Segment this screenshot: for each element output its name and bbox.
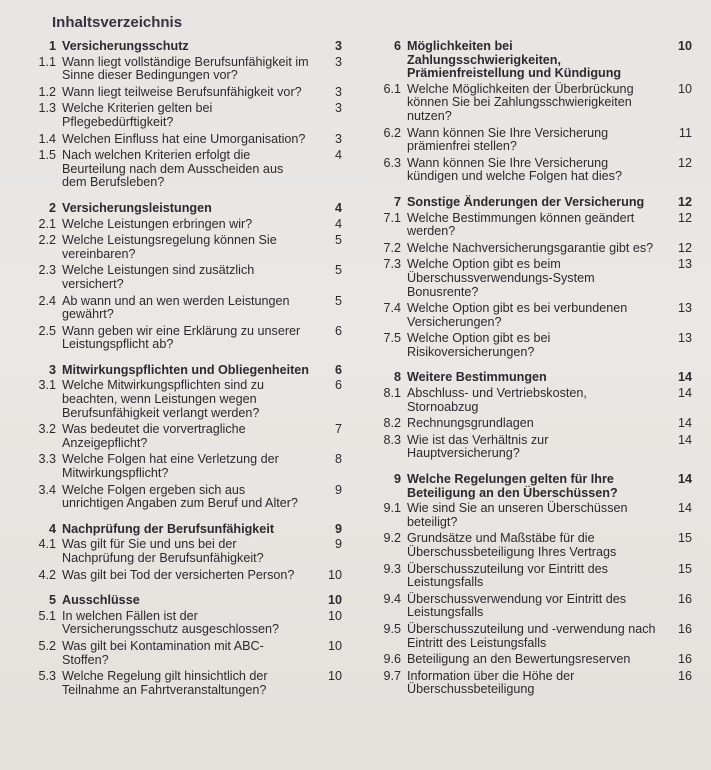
entry-page: 16: [677, 621, 692, 636]
toc-entry: [365, 563, 700, 590]
toc-section: [365, 371, 700, 461]
section-number: 1: [48, 39, 56, 53]
toc-entry: [20, 234, 350, 261]
entry-page: 10: [327, 669, 342, 684]
toc-entry: [365, 670, 700, 697]
toc-section: [20, 594, 350, 697]
toc-entry: [20, 86, 350, 100]
entry-page: 13: [677, 301, 692, 316]
entry-number: 1.4: [38, 131, 56, 146]
section-title: Versicherungsschutz: [62, 39, 189, 53]
toc-section: [20, 202, 350, 352]
toc-section: [20, 523, 350, 582]
entry-number: 8.3: [383, 432, 401, 447]
entry-number: 7.1: [383, 210, 401, 225]
section-heading: [20, 594, 350, 608]
section-heading: [20, 202, 350, 216]
entry-text: Welche Regelung gilt hinsichtlich der Teilnahme an Fahrtveranstaltungen?: [62, 669, 268, 697]
section-page: 12: [677, 194, 692, 209]
toc-entry: [20, 670, 350, 697]
entry-text: Wie ist das Verhältnis zur Hauptversicherung?: [407, 432, 549, 461]
entry-text: Welchen Einfluss hat eine Umorganisation?: [62, 131, 306, 146]
toc-entry: [20, 538, 350, 565]
entry-number: 2.5: [38, 323, 56, 338]
toc-entry: [20, 610, 350, 637]
entry-page: 13: [677, 331, 692, 346]
entry-number: 2.1: [38, 216, 56, 231]
toc-entry: [20, 569, 350, 583]
entry-text: Welche Folgen ergeben sich aus unrichtigen Angaben zum Beruf und Alter?: [62, 482, 298, 511]
toc-entry: [20, 295, 350, 322]
entry-number: 7.3: [383, 257, 401, 272]
toc-entry: [20, 56, 350, 83]
entry-text: Welche Nachversicherungsgarantie gibt es?: [407, 240, 654, 255]
entry-text: Welche Option gibt es beim Überschussverwendungs-System Bonusrente?: [407, 257, 595, 299]
entry-page: 3: [334, 131, 342, 146]
toc-entry: [20, 133, 350, 147]
toc-entry: [365, 83, 700, 124]
toc-entry: [365, 532, 700, 559]
entry-page: 8: [334, 452, 342, 467]
entry-number: 1.2: [38, 84, 56, 99]
entry-number: 9.4: [383, 591, 401, 606]
entry-text: Welche Kriterien gelten bei Pflegebedürftigkeit?: [62, 101, 213, 129]
entry-text: Welche Option gibt es bei Risikoversicherungen?: [407, 331, 551, 359]
toc-entry: [20, 149, 350, 190]
toc-entry: [20, 379, 350, 420]
entry-page: 10: [327, 608, 342, 623]
entry-number: 8.2: [383, 416, 401, 431]
entry-page: 4: [334, 216, 342, 231]
section-page: 6: [334, 362, 342, 377]
section-number: 4: [48, 521, 56, 536]
entry-page: 16: [677, 668, 692, 683]
entry-text: Wann liegt teilweise Berufsunfähigkeit vor?: [62, 84, 302, 99]
entry-text: Information über die Höhe der Überschussbeteiligung: [407, 668, 575, 697]
toc-entry: [20, 264, 350, 291]
entry-number: 1.5: [38, 148, 56, 163]
entry-text: Beteiligung an den Bewertungsreserven: [407, 652, 631, 667]
entry-number: 6.2: [383, 125, 401, 140]
toc-section: [365, 196, 700, 360]
section-page: 10: [677, 39, 692, 53]
entry-number: 7.5: [383, 331, 401, 346]
entry-number: 7.2: [383, 240, 401, 255]
entry-text: Überschusszuteilung vor Eintritt des Leistungsfalls: [407, 561, 608, 590]
entry-text: Welche Mitwirkungspflichten sind zu beachten, wenn Leistungen wegen Berufsunfähigkeit verlangt werden?: [62, 378, 265, 420]
entry-number: 3.3: [38, 452, 56, 467]
entry-text: Wann liegt vollständige Berufsunfähigkeit im Sinne dieser Bedingungen vor?: [62, 54, 309, 83]
section-number: 3: [48, 362, 56, 377]
section-page: 3: [334, 39, 342, 53]
entry-text: Grundsätze und Maßstäbe für die Überschussbeteiligung Ihres Vertrags: [407, 531, 617, 559]
toc-entry: [365, 434, 700, 461]
section-number: 8: [393, 370, 401, 385]
entry-page: 14: [677, 386, 692, 401]
entry-text: Was gilt bei Kontamination mit ABC-Stoffen?: [62, 638, 264, 667]
toc-entry: [365, 502, 700, 529]
entry-page: 12: [677, 240, 692, 255]
toc-entry: [20, 102, 350, 129]
entry-number: 3.1: [38, 378, 56, 393]
section-heading: [365, 473, 700, 500]
entry-number: 9.3: [383, 561, 401, 576]
entry-number: 9.2: [383, 531, 401, 546]
entry-text: Was gilt für Sie und uns bei der Nachprüfung der Berufsunfähigkeit?: [62, 537, 264, 565]
entry-page: 5: [334, 233, 342, 248]
entry-page: 7: [334, 422, 342, 437]
entry-page: 15: [677, 561, 692, 576]
section-page: 10: [327, 593, 342, 608]
toc-section: [20, 40, 350, 190]
section-number: 7: [393, 194, 401, 209]
toc-entry: [365, 242, 700, 256]
toc-entry: [365, 332, 700, 359]
entry-page: 5: [334, 293, 342, 308]
section-page: 9: [334, 521, 342, 536]
entry-number: 9.6: [383, 652, 401, 667]
entry-number: 9.1: [383, 501, 401, 516]
entry-number: 3.4: [38, 482, 56, 497]
toc-entry: [20, 218, 350, 232]
toc-entry: [20, 423, 350, 450]
entry-text: Wann geben wir eine Erklärung zu unserer Leistungspflicht ab?: [62, 323, 301, 352]
toc-entry: [365, 387, 700, 414]
section-heading: [20, 364, 350, 378]
entry-page: 6: [334, 323, 342, 338]
toc-entry: [365, 593, 700, 620]
toc-entry: [365, 157, 700, 184]
entry-page: 12: [677, 210, 692, 225]
section-heading: [20, 40, 350, 54]
entry-number: 6.3: [383, 155, 401, 170]
entry-number: 4.2: [38, 567, 56, 582]
section-number: 6: [393, 39, 401, 53]
toc-entry: [365, 623, 700, 650]
section-heading: [365, 371, 700, 385]
entry-text: Was gilt bei Tod der versicherten Person?: [62, 567, 295, 582]
section-title: Weitere Bestimmungen: [407, 370, 547, 385]
entry-page: 14: [677, 432, 692, 447]
section-heading: [365, 40, 700, 81]
entry-page: 3: [334, 101, 342, 116]
toc-right-column: [365, 40, 700, 709]
entry-number: 5.3: [38, 669, 56, 684]
entry-page: 10: [327, 567, 342, 582]
entry-text: Welche Folgen hat eine Verletzung der Mitwirkungspflicht?: [62, 452, 279, 481]
entry-page: 15: [677, 531, 692, 546]
entry-text: Welche Leistungsregelung können Sie vereinbaren?: [62, 233, 277, 261]
entry-page: 9: [334, 482, 342, 497]
entry-text: In welchen Fällen ist der Versicherungsschutz ausgeschlossen?: [62, 608, 280, 637]
toc-entry: [365, 653, 700, 667]
entry-page: 4: [334, 148, 342, 163]
entry-text: Rechnungsgrundlagen: [407, 416, 534, 431]
toc-entry: [365, 258, 700, 299]
section-title: Mitwirkungspflichten und Obliegenheiten: [62, 362, 309, 377]
section-number: 2: [48, 200, 56, 215]
entry-page: 11: [678, 125, 692, 140]
entry-number: 5.2: [38, 638, 56, 653]
entry-page: 13: [677, 257, 692, 272]
toc-entry: [20, 640, 350, 667]
entry-text: Welche Leistungen sind zusätzlich versichert?: [62, 263, 255, 291]
section-title: Versicherungsleistungen: [62, 200, 212, 215]
entry-text: Wie sind Sie an unseren Überschüssen beteiligt?: [407, 501, 628, 529]
section-page: 4: [334, 200, 342, 215]
entry-page: 16: [677, 591, 692, 606]
entry-number: 7.4: [383, 301, 401, 316]
toc-left-column: [20, 40, 350, 709]
entry-page: 16: [677, 652, 692, 667]
entry-text: Abschluss- und Vertriebskosten, Stornoabzug: [407, 386, 587, 414]
entry-text: Was bedeutet die vorvertragliche Anzeigepflicht?: [62, 422, 246, 450]
entry-text: Welche Bestimmungen können geändert werden?: [407, 210, 635, 239]
entry-page: 6: [334, 378, 342, 393]
toc-entry: [365, 417, 700, 431]
entry-text: Nach welchen Kriterien erfolgt die Beurteilung nach dem Ausscheiden aus dem Berufsleben?: [62, 148, 284, 190]
entry-text: Überschussverwendung vor Eintritt des Leistungsfalls: [407, 591, 627, 620]
page-title: Inhaltsverzeichnis: [52, 14, 183, 31]
toc-entry: [20, 484, 350, 511]
entry-number: 1.3: [38, 101, 56, 116]
entry-page: 3: [334, 54, 342, 69]
entry-text: Wann können Sie Ihre Versicherung kündigen und welche Folgen hat dies?: [407, 155, 622, 184]
entry-page: 3: [334, 84, 342, 99]
section-title: Möglichkeiten bei Zahlungsschwierigkeiten, Prämienfreistellung und Kündigung: [407, 39, 622, 81]
entry-number: 6.1: [383, 81, 401, 96]
toc-section: [365, 473, 700, 697]
toc-entry: [20, 453, 350, 480]
entry-page: 12: [677, 155, 692, 170]
entry-number: 9.7: [383, 668, 401, 683]
entry-number: 2.4: [38, 293, 56, 308]
toc-entry: [365, 302, 700, 329]
entry-number: 2.2: [38, 233, 56, 248]
entry-number: 9.5: [383, 621, 401, 636]
section-number: 9: [393, 472, 401, 487]
toc-entry: [365, 127, 700, 154]
section-title: Sonstige Änderungen der Versicherung: [407, 194, 645, 209]
section-title: Welche Regelungen gelten für Ihre Beteiligung an den Überschüssen?: [407, 472, 618, 500]
entry-number: 4.1: [38, 537, 56, 552]
entry-text: Ab wann und an wen werden Leistungen gewährt?: [62, 293, 290, 322]
entry-number: 5.1: [38, 608, 56, 623]
section-title: Ausschlüsse: [62, 593, 140, 608]
entry-page: 10: [677, 81, 692, 96]
toc-section: [20, 364, 350, 511]
section-page: 14: [677, 370, 692, 385]
entry-text: Wann können Sie Ihre Versicherung prämienfrei stellen?: [407, 125, 609, 154]
toc-section: [365, 40, 700, 184]
entry-page: 10: [327, 638, 342, 653]
toc-entry: [365, 212, 700, 239]
entry-number: 1.1: [38, 54, 56, 69]
entry-text: Überschusszuteilung und -verwendung nach Eintritt des Leistungsfalls: [407, 621, 656, 650]
section-title: Nachprüfung der Berufsunfähigkeit: [62, 521, 275, 536]
toc-entry: [20, 325, 350, 352]
section-heading: [20, 523, 350, 537]
entry-page: 14: [677, 416, 692, 431]
entry-number: 8.1: [383, 386, 401, 401]
entry-text: Welche Möglichkeiten der Überbrückung können Sie bei Zahlungsschwierigkeiten nutzen?: [407, 81, 634, 123]
entry-number: 2.3: [38, 263, 56, 278]
section-number: 5: [48, 593, 56, 608]
entry-page: 9: [334, 537, 342, 552]
section-page: 14: [677, 472, 692, 487]
entry-text: Welche Leistungen erbringen wir?: [62, 216, 253, 231]
entry-number: 3.2: [38, 422, 56, 437]
entry-page: 5: [334, 263, 342, 278]
entry-text: Welche Option gibt es bei verbundenen Versicherungen?: [407, 301, 628, 329]
section-heading: [365, 196, 700, 210]
entry-page: 14: [677, 501, 692, 516]
